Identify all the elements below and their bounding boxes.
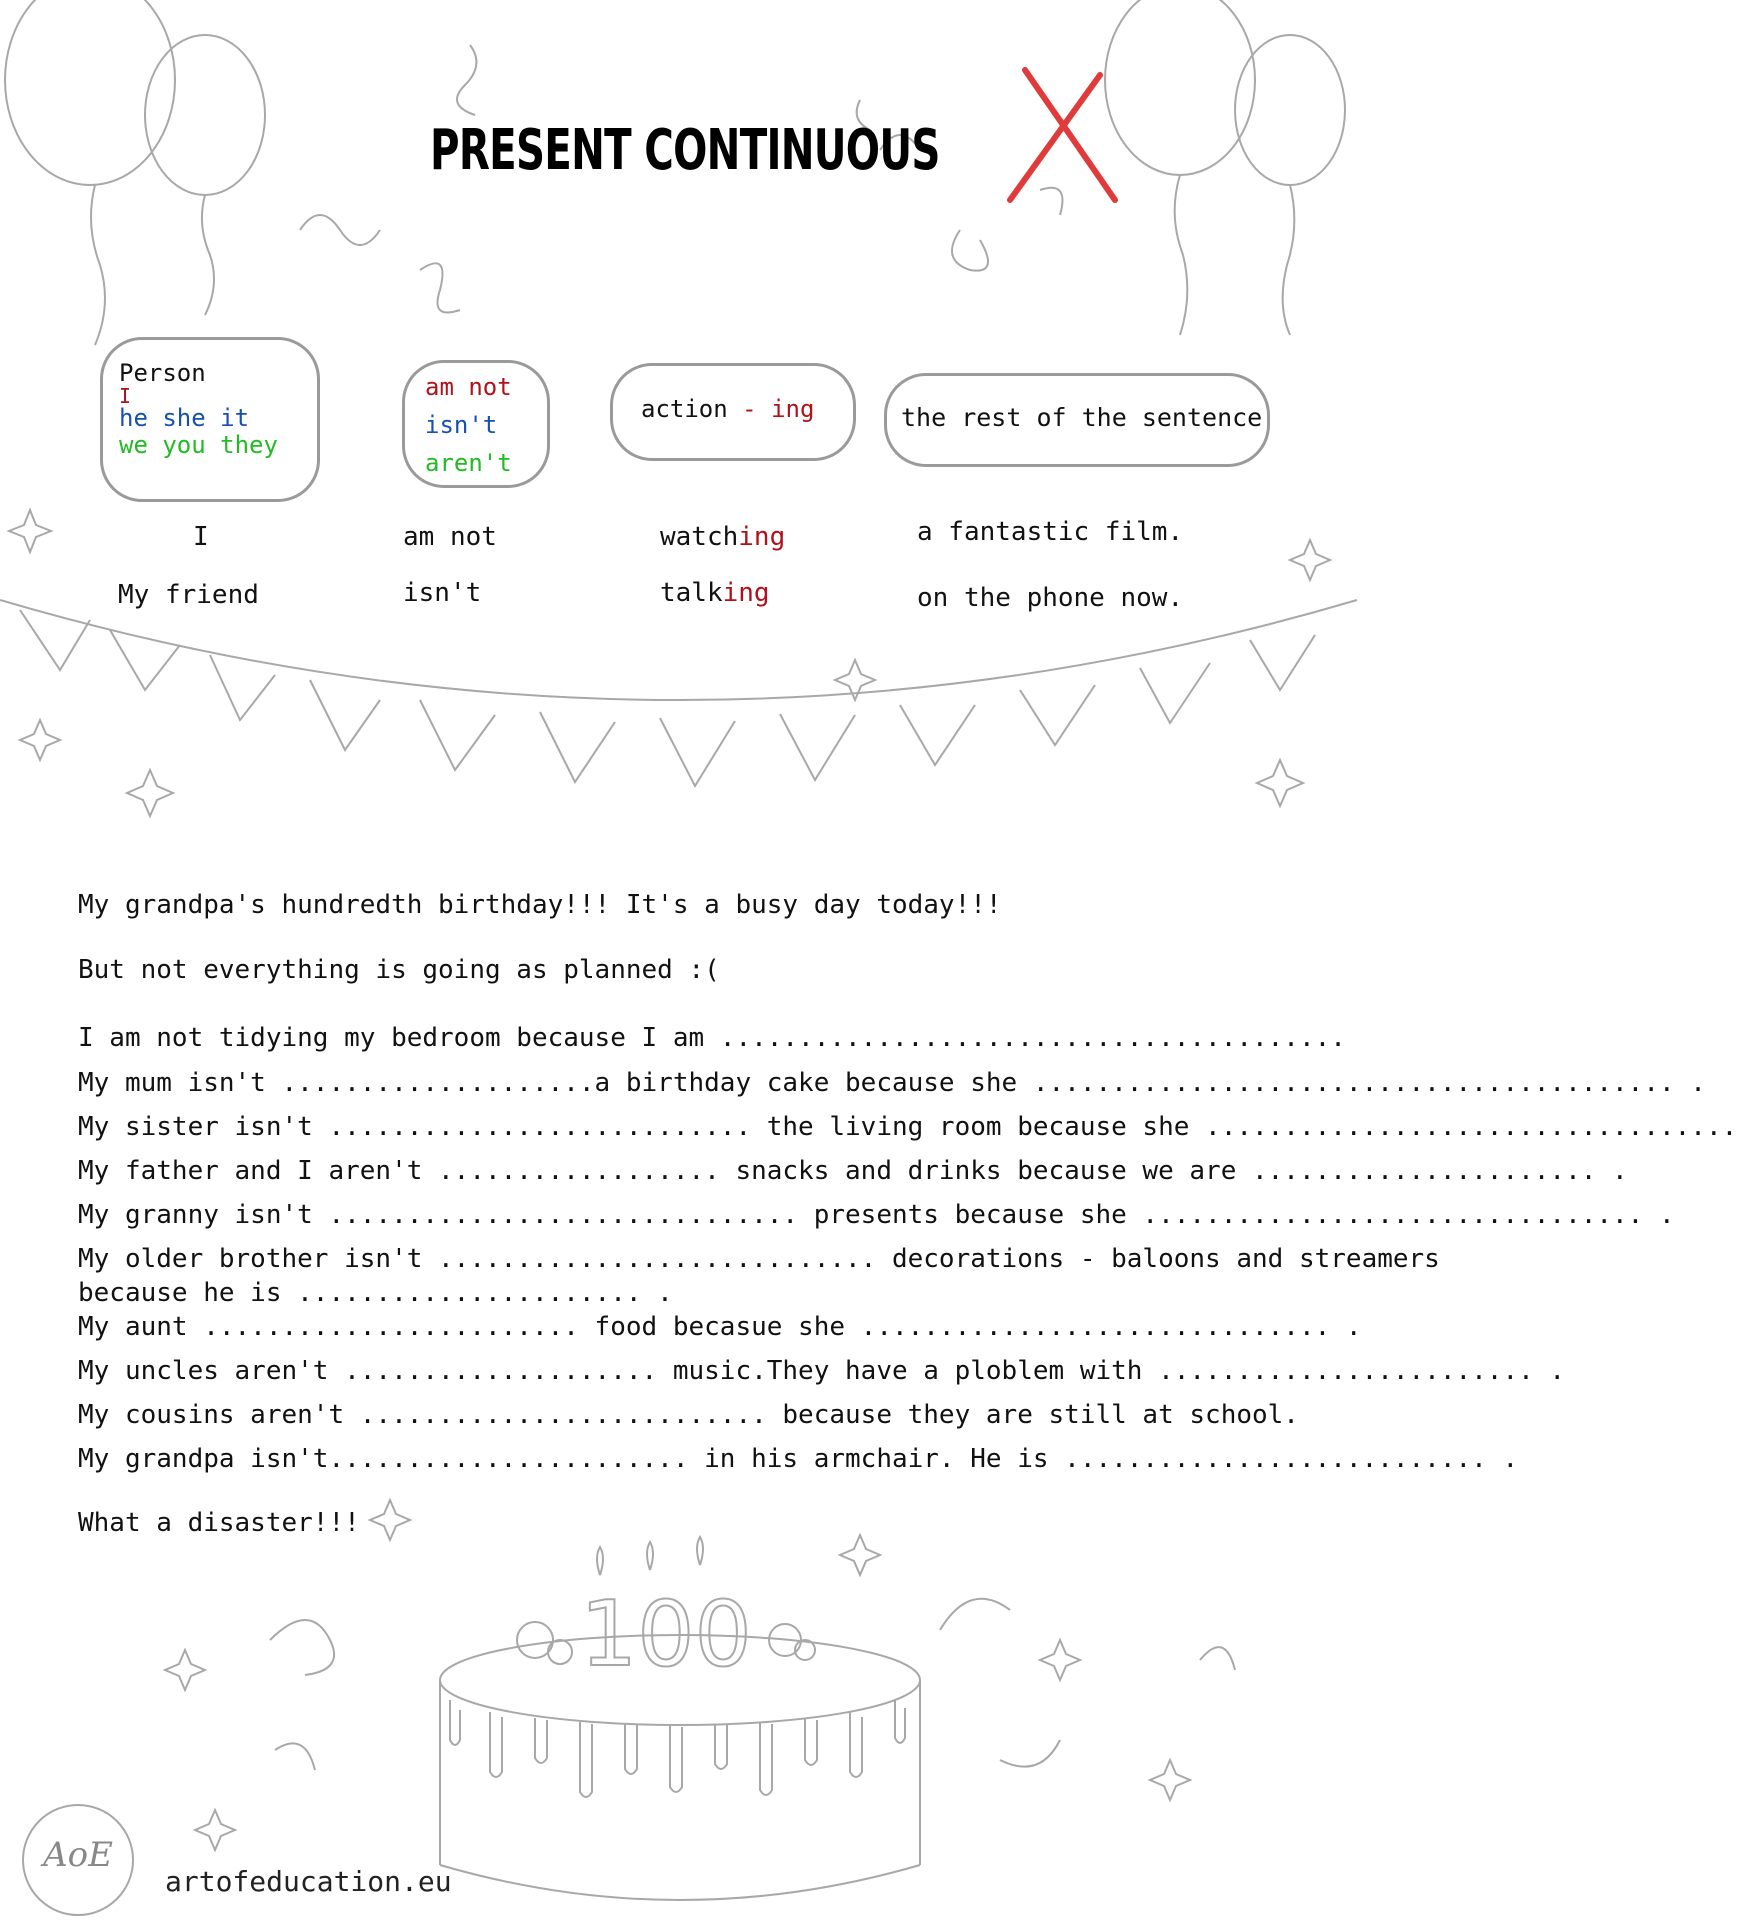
neg-am-not: am not (425, 373, 512, 401)
exercise-line-3: My sister isn't ........................... the living room because she .................................. (78, 1112, 1737, 1142)
example-1-verb-suffix: ing (738, 522, 786, 552)
closing-text: What a disaster!!! (78, 1508, 360, 1538)
exercise-line-7: My aunt ........................ food becasue she .............................. . (78, 1312, 1362, 1342)
footer-url: artofeducation.eu (165, 1865, 452, 1898)
person-i: I (119, 384, 132, 408)
example-2-rest: on the phone now. (917, 583, 1184, 613)
bunting-string (0, 600, 1357, 700)
exercise-line-6: My older brother isn't ............................ decorations - baloons and streamers (78, 1244, 1440, 1274)
exercise-line-5: My granny isn't .............................. presents because she ................................ . (78, 1200, 1675, 1230)
action-box (610, 363, 856, 461)
example-2-verb-suffix: ing (722, 578, 770, 608)
neg-arent: aren't (425, 449, 512, 477)
person-he-she-it: he she it (119, 404, 250, 432)
example-1-verb (660, 522, 785, 552)
exercise-line-10: My grandpa isn't....................... in his armchair. He is ........................... . (78, 1444, 1519, 1474)
balloon-left-2 (145, 35, 265, 195)
exercise-line-1: I am not tidying my bedroom because I am ........................................ (78, 1023, 1346, 1053)
exercise-line-6-cont: because he is ...................... . (78, 1278, 673, 1308)
exercise-line-9: My cousins aren't .......................... because they are still at school. (78, 1400, 1299, 1430)
page-title: PRESENT CONTINUOUS (430, 118, 940, 183)
example-1-subject: I (193, 522, 209, 552)
person-header: Person (119, 359, 206, 387)
rest-box (884, 373, 1270, 467)
action-ing: ing (771, 395, 815, 423)
svg-text:100: 100 (580, 1582, 752, 1687)
page-title-container (430, 118, 940, 218)
example-1-aux: am not (403, 522, 497, 552)
example-1-rest: a fantastic film. (917, 517, 1184, 547)
exercise-line-8: My uncles aren't .................... music.They have a ploblem with ........................ . (78, 1356, 1566, 1386)
balloon-left-1 (5, 0, 175, 185)
person-box (100, 337, 320, 502)
negation-box (402, 360, 550, 488)
example-1-verb-stem: watch (660, 522, 739, 552)
exercise-line-2: My mum isn't ....................a birthday cake because she ......................................... . (78, 1068, 1706, 1098)
example-2-subject: My friend (118, 580, 259, 610)
neg-isnt: isn't (425, 411, 498, 439)
action-label: action (641, 395, 728, 423)
logo-monogram: AoE (43, 1835, 113, 1875)
intro-line-1: My grandpa's hundredth birthday!!! It's a busy day today!!! (78, 890, 1002, 920)
example-2-verb (660, 578, 770, 608)
red-cross-icon (1010, 70, 1115, 200)
balloon-right-1 (1105, 0, 1255, 175)
rest-label: the rest of the sentence (901, 403, 1263, 432)
action-dash: - (742, 395, 757, 423)
person-we-you-they: we you they (119, 431, 278, 459)
exercise-line-4: My father and I aren't .................. snacks and drinks because we are ...................... . (78, 1156, 1628, 1186)
example-2-verb-stem: talk (660, 578, 723, 608)
intro-line-2: But not everything is going as planned :( (78, 955, 720, 985)
cake-drawing (440, 1537, 920, 1900)
example-2-aux: isn't (403, 578, 482, 608)
